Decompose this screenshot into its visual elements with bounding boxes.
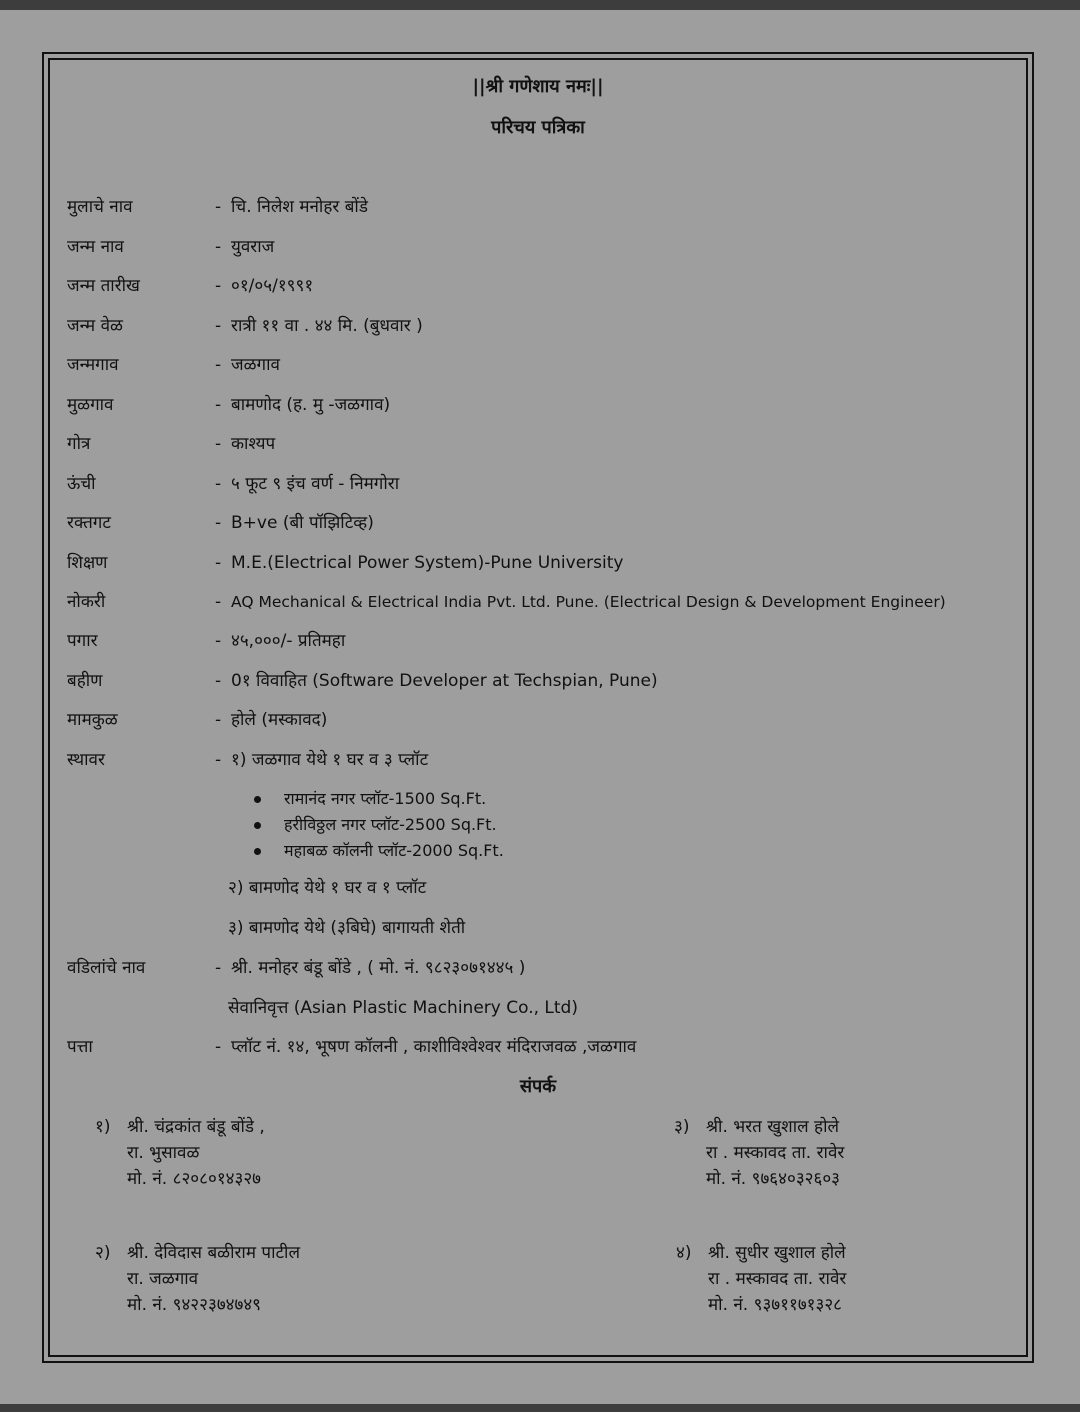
field-row: [67, 390, 1017, 420]
field-value: 0१ विवाहित (Software Developer at Techspian, Pune): [231, 671, 658, 691]
field-label: ऊंची: [67, 474, 96, 494]
field-value: ४५,०००/- प्रतिमहा: [231, 631, 346, 651]
field-row: [67, 469, 1017, 499]
address-row: [67, 1032, 1017, 1062]
field-separator: -: [215, 750, 222, 770]
field-value: ५ फूट ९ इंच वर्ण - निमगोरा: [231, 474, 400, 494]
field-label: जन्म तारीख: [67, 276, 140, 296]
contact-heading: संपर्क: [519, 1076, 557, 1097]
field-separator: -: [215, 631, 222, 651]
contact-phone: मो. नं. ८२०८०१४३२७: [127, 1169, 262, 1189]
contact-number: ४): [676, 1243, 692, 1263]
field-row: [67, 705, 1017, 735]
contact-place: रा. जळगाव: [127, 1269, 199, 1289]
top-bar: [0, 0, 1080, 10]
field-separator: -: [215, 197, 222, 217]
contact-place: रा . मस्कावद ता. रावेर: [708, 1269, 847, 1289]
field-value: चि. निलेश मनोहर बोंडे: [231, 197, 368, 217]
field-row: [67, 745, 1017, 775]
field-row: [67, 429, 1017, 459]
list-item: हरीविठ्ठल नगर प्लॉट-2500 Sq.Ft.: [250, 812, 504, 838]
father-note: सेवानिवृत्त (Asian Plastic Machinery Co., Ltd): [228, 998, 578, 1018]
father-row: [67, 953, 1017, 983]
field-label: पत्ता: [67, 1037, 93, 1057]
field-label: मुळगाव: [67, 395, 114, 415]
field-value: M.E.(Electrical Power System)-Pune University: [231, 553, 624, 573]
field-separator: -: [215, 395, 222, 415]
field-row: [67, 311, 1017, 341]
field-row: [67, 666, 1017, 696]
field-value: AQ Mechanical & Electrical India Pvt. Ltd. Pune. (Electrical Design & Development Engineer): [231, 593, 946, 611]
contact-card: [676, 1240, 976, 1320]
property-item: २) बामणोद येथे १ घर व १ प्लॉट: [228, 878, 427, 898]
field-label: गोत्र: [67, 434, 91, 454]
contact-name: श्री. देविदास बळीराम पाटील: [127, 1243, 300, 1263]
field-separator: -: [215, 710, 222, 730]
page-title: परिचय पत्रिका: [491, 117, 585, 138]
field-value: बामणोद (ह. मु -जळगाव): [231, 395, 391, 415]
contact-name: श्री. चंद्रकांत बंडू बोंडे ,: [127, 1117, 265, 1137]
field-separator: -: [215, 237, 222, 257]
contact-place: रा . मस्कावद ता. रावेर: [706, 1143, 845, 1163]
contact-name: श्री. भरत खुशाल होले: [706, 1117, 839, 1137]
field-label: नोकरी: [67, 592, 106, 612]
contact-number: २): [95, 1243, 111, 1263]
field-label: जन्म वेळ: [67, 316, 123, 336]
field-value: जळगाव: [231, 355, 280, 375]
field-label: जन्म नाव: [67, 237, 124, 257]
field-label: वडिलांचे नाव: [67, 958, 146, 978]
list-item: रामानंद नगर प्लॉट-1500 Sq.Ft.: [250, 786, 504, 812]
field-separator: -: [215, 316, 222, 336]
contact-card: [674, 1114, 974, 1194]
field-row: [67, 508, 1017, 538]
field-label: स्थावर: [67, 750, 105, 770]
field-separator: -: [215, 276, 222, 296]
field-separator: -: [215, 474, 222, 494]
list-item: महाबळ कॉलनी प्लॉट-2000 Sq.Ft.: [250, 838, 504, 864]
plot-list: [250, 786, 504, 864]
field-value: B+ve (बी पॉझिटिव्ह): [231, 513, 374, 533]
bottom-bar: [0, 1404, 1080, 1412]
field-label: रक्तगट: [67, 513, 111, 533]
invocation-heading: ||श्री गणेशाय नमः||: [472, 76, 604, 97]
field-value: युवराज: [231, 237, 275, 257]
field-row: [67, 350, 1017, 380]
field-row: [67, 548, 1017, 578]
contact-card: [95, 1240, 395, 1320]
field-value: १) जळगाव येथे १ घर व ३ प्लॉट: [231, 750, 429, 770]
field-label: मामकुळ: [67, 710, 118, 730]
field-label: बहीण: [67, 671, 103, 691]
field-value: प्लॉट नं. १४, भूषण कॉलनी , काशीविश्वेश्वर मंदिराजवळ ,जळगाव: [231, 1037, 637, 1057]
field-value: काश्यप: [231, 434, 276, 454]
field-separator: -: [215, 434, 222, 454]
field-value: श्री. मनोहर बंडू बोंडे , ( मो. नं. ९८२३०७१४४५ ): [231, 958, 526, 978]
field-separator: -: [215, 958, 222, 978]
field-label: पगार: [67, 631, 98, 651]
contact-number: १): [95, 1117, 111, 1137]
contact-card: [95, 1114, 395, 1194]
field-row: [67, 232, 1017, 262]
field-value: रात्री ११ वा . ४४ मि. (बुधवार ): [231, 316, 423, 336]
field-value: होले (मस्कावद): [231, 710, 328, 730]
field-row: [67, 626, 1017, 656]
field-row: [67, 587, 1017, 617]
field-value: ०१/०५/१९९१: [231, 276, 314, 296]
field-separator: -: [215, 592, 222, 612]
field-separator: -: [215, 671, 222, 691]
field-separator: -: [215, 1037, 222, 1057]
field-separator: -: [215, 553, 222, 573]
field-row: [67, 271, 1017, 301]
contact-place: रा. भुसावळ: [127, 1143, 200, 1163]
contact-phone: मो. नं. ९३७११७१३२८: [708, 1295, 843, 1315]
contact-number: ३): [674, 1117, 690, 1137]
field-separator: -: [215, 513, 222, 533]
field-separator: -: [215, 355, 222, 375]
field-label: मुलाचे नाव: [67, 197, 133, 217]
field-row: [67, 192, 1017, 222]
field-label: शिक्षण: [67, 553, 108, 573]
contact-phone: मो. नं. ९७६४०३२६०३: [706, 1169, 841, 1189]
property-item: ३) बामणोद येथे (३बिघे) बागायती शेती: [228, 918, 466, 938]
contact-phone: मो. नं. ९४२२३७४७४९: [127, 1295, 262, 1315]
contact-name: श्री. सुधीर खुशाल होले: [708, 1243, 846, 1263]
field-label: जन्मगाव: [67, 355, 119, 375]
